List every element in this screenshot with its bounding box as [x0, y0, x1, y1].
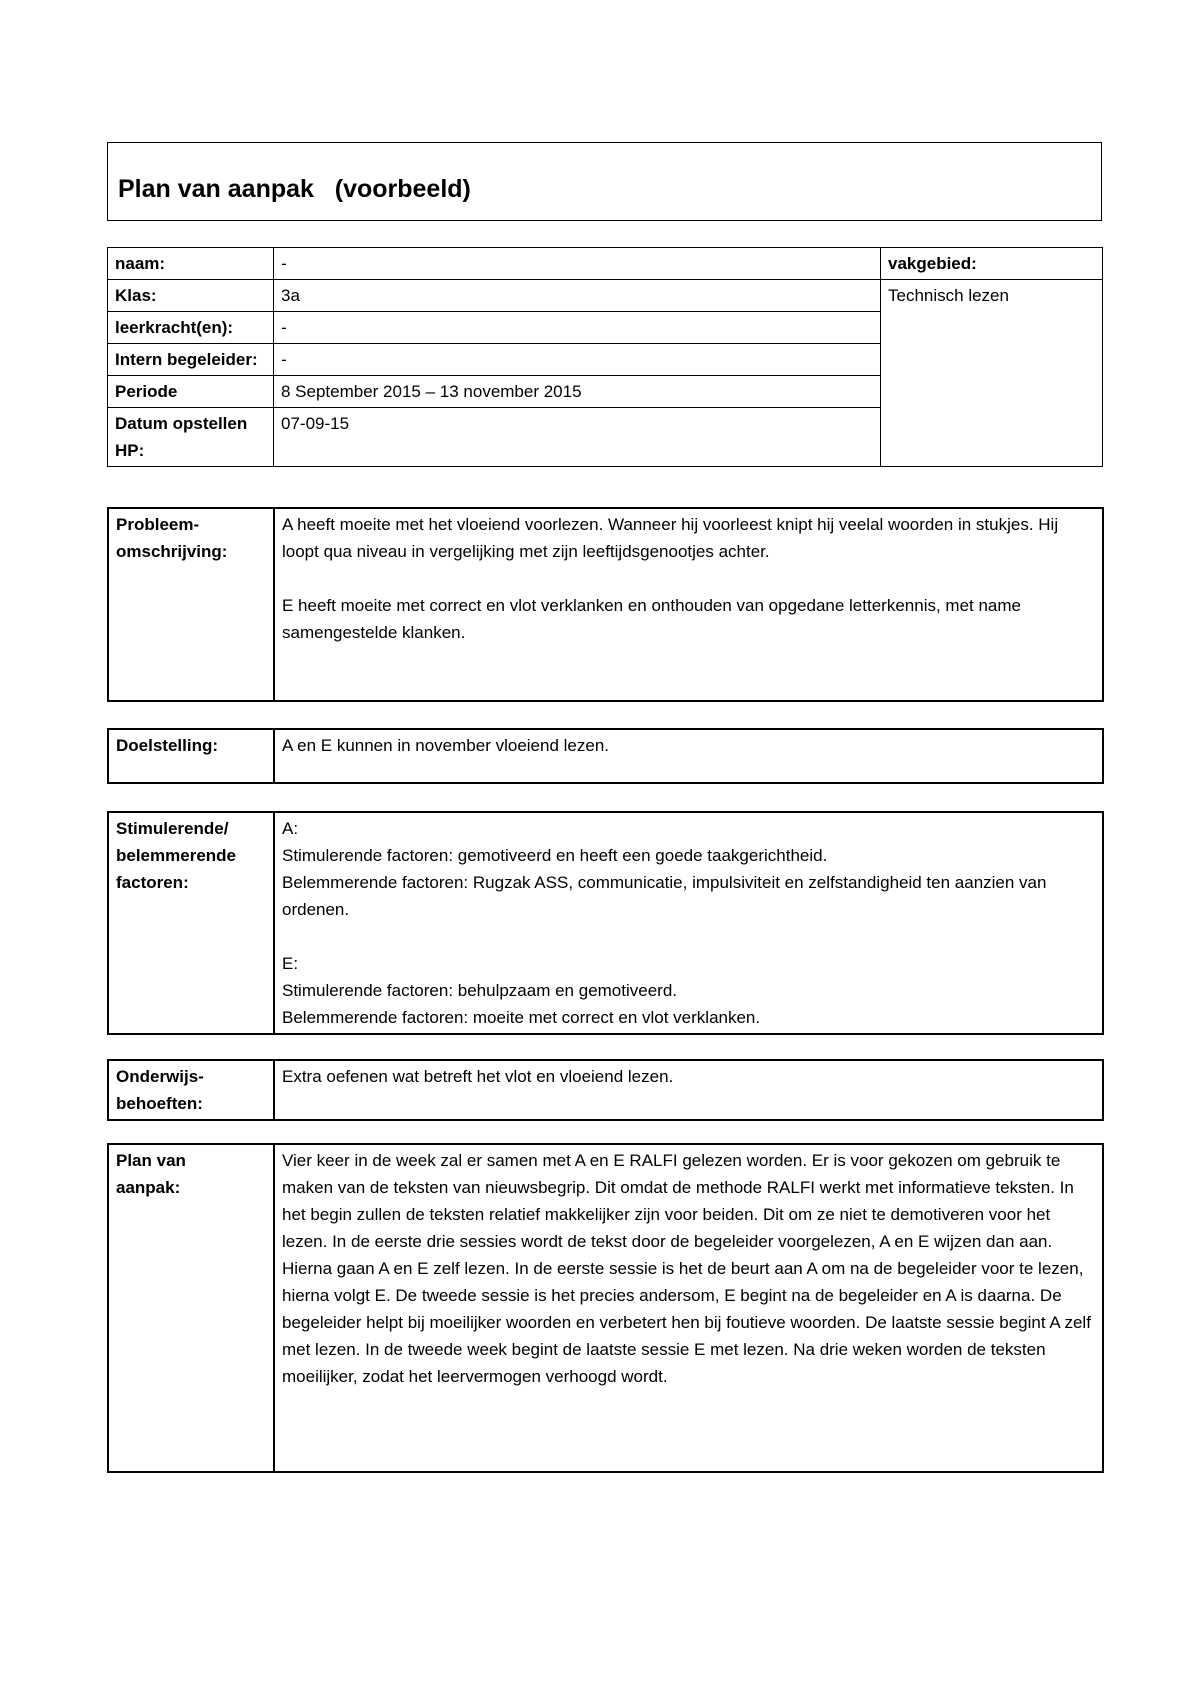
- section-paragraph: Vier keer in de week zal er samen met A en E RALFI gelezen worden. Er is voor gekozen om gebruik te maken van de teksten van nieuwsbegrip. Dit omdat de methode RALFI werkt met informatieve teksten. In het begin zullen de teksten relatief makkelijker zijn voor beiden. Dit om ze niet te demotiveren voor het lezen. In de eerste drie sessies wordt de tekst door de begeleider voorgelezen, A en E wijzen dan aan. Hierna gaan A en E zelf lezen. In de eerste sessie is het de beurt aan A om na de begeleider voor te lezen, hierna volgt E. De tweede sessie is het precies andersom, E begint na de begeleider en A is daarna. De begeleider helpt bij moeilijker woorden en verbetert hen bij foutieve woorden. De laatste sessie begint A zelf met lezen. In de tweede week begint de laatste sessie E met lezen. Na drie weken worden de teksten moeilijker, zodat het leervermogen verhoogd wordt.: [282, 1151, 1091, 1386]
- section-onderwijsbehoeften: [107, 1059, 1104, 1121]
- info-label: leerkracht(en):: [108, 312, 274, 344]
- info-label: Periode: [108, 376, 274, 408]
- section-content: [274, 1144, 1103, 1472]
- info-value: -: [274, 312, 881, 344]
- section-label: Plan van aanpak:: [108, 1144, 274, 1472]
- section-paragraph: E: Stimulerende factoren: behulpzaam en gemotiveerd. Belemmerende factoren: moeite met correct en vlot verklanken.: [282, 954, 761, 1027]
- info-label: Klas:: [108, 280, 274, 312]
- section-content: [274, 812, 1103, 1034]
- section-paragraph: A en E kunnen in november vloeiend lezen.: [282, 736, 610, 755]
- subject-label: vakgebied:: [881, 248, 1103, 280]
- info-label: Intern begeleider:: [108, 344, 274, 376]
- title-box: [107, 142, 1102, 221]
- info-value: 8 September 2015 – 13 november 2015: [274, 376, 881, 408]
- section-doelstelling: [107, 728, 1104, 784]
- subject-value: Technisch lezen: [881, 280, 1103, 467]
- section-content: [274, 729, 1103, 783]
- section-content: [274, 1060, 1103, 1120]
- info-value: -: [274, 248, 881, 280]
- info-table: [107, 247, 1103, 467]
- section-paragraph: A heeft moeite met het vloeiend voorlezen. Wanneer hij voorleest knipt hij veelal woorden in stukjes. Hij loopt qua niveau in vergelijking met zijn leeftijdsgenootjes achter.: [282, 515, 1059, 561]
- section-paragraph: Extra oefenen wat betreft het vlot en vloeiend lezen.: [282, 1067, 674, 1086]
- section-content: [274, 508, 1103, 701]
- section-paragraph: A: Stimulerende factoren: gemotiveerd en heeft een goede taakgerichtheid. Belemmerende factoren: Rugzak ASS, communicatie, impulsiviteit en zelfstandigheid ten aanzien van ordenen.: [282, 819, 1047, 919]
- section-label: Probleem- omschrijving:: [108, 508, 274, 701]
- page-title: Plan van aanpak (voorbeeld): [118, 175, 471, 203]
- info-value: 3a: [274, 280, 881, 312]
- section-probleemomschrijving: [107, 507, 1104, 702]
- section-label: Stimulerende/ belemmerende factoren:: [108, 812, 274, 1034]
- paragraph-gap: [282, 565, 1095, 592]
- info-label: naam:: [108, 248, 274, 280]
- section-label: Doelstelling:: [108, 729, 274, 783]
- info-row-klas: [108, 280, 1103, 312]
- section-plan-van-aanpak: [107, 1143, 1104, 1473]
- section-factoren: [107, 811, 1104, 1035]
- info-value: -: [274, 344, 881, 376]
- info-label: Datum opstellen HP:: [108, 408, 274, 467]
- info-row-naam: [108, 248, 1103, 280]
- paragraph-gap: [282, 923, 1095, 950]
- info-value: 07-09-15: [274, 408, 881, 467]
- section-label: Onderwijs- behoeften:: [108, 1060, 274, 1120]
- section-paragraph: E heeft moeite met correct en vlot verklanken en onthouden van opgedane letterkennis, met name samengestelde klanken.: [282, 596, 1022, 642]
